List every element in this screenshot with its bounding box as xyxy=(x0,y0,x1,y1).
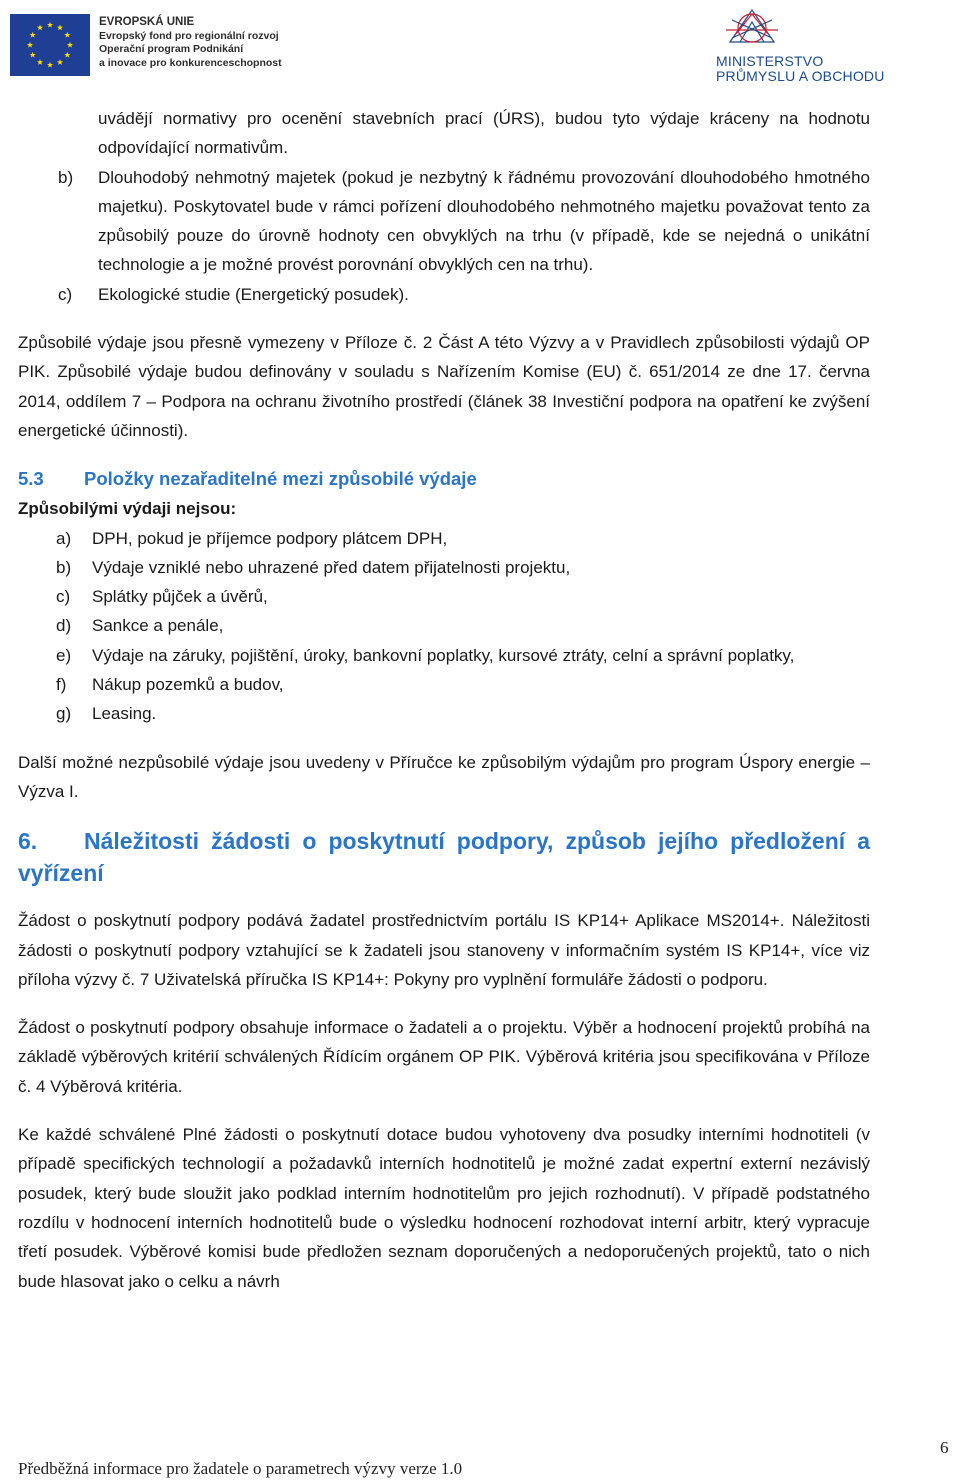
list-marker: b) xyxy=(56,557,72,577)
list-item-text: Sankce a penále, xyxy=(92,616,224,636)
ministry-line: PRŮMYSLU A OBCHODU xyxy=(716,68,885,84)
eu-line: Evropský fond pro regionální rozvoj xyxy=(99,29,279,42)
list-item xyxy=(18,699,870,728)
list-item xyxy=(18,641,870,670)
list-marker: g) xyxy=(56,704,72,724)
eu-line: EVROPSKÁ UNIE xyxy=(99,16,195,28)
section-heading xyxy=(18,825,870,889)
list-item xyxy=(18,670,870,699)
list-marker: c) xyxy=(56,587,71,607)
list-continuation: uvádějí normativy pro ocenění stavebních prací (ÚRS), budou tyto výdaje kráceny na hodnotu odpovídající normativům. xyxy=(98,109,870,158)
footer-text: Předběžná informace pro žadatele o parametrech výzvy verze 1.0 xyxy=(18,1459,463,1478)
list-item xyxy=(18,553,870,582)
ministry-name xyxy=(716,54,885,84)
paragraph: Způsobilé výdaje jsou přesně vymezeny v Příloze č. 2 Část A této Výzvy a v Pravidlech způsobilosti výdajů OP PIK. Způsobilé výdaje budou definovány v souladu s Nařízením Komise (EU) č. 651/2014 ze dne 17. června 2014, oddílem 7 – Podpora na ochranu životního prostředí (článek 38 Investiční podpora na opatření ke zvýšení energetické účinnosti). xyxy=(18,333,870,440)
eu-program-text xyxy=(99,16,282,70)
section-heading xyxy=(18,464,870,494)
list-item-text: Výdaje na záruky, pojištění, úroky, bankovní poplatky, kursové ztráty, celní a správní poplatky, xyxy=(92,645,795,665)
list-item-text: Splátky půjček a úvěrů, xyxy=(92,587,268,607)
section-number: 5.3 xyxy=(18,468,44,490)
list-item xyxy=(18,611,870,640)
list-item-text: Nákup pozemků a budov, xyxy=(92,675,284,695)
ministry-emblem-icon xyxy=(722,4,782,50)
page-header xyxy=(0,0,960,92)
page-number: 6 xyxy=(940,1438,949,1457)
list-item-text: Ekologické studie (Energetický posudek). xyxy=(98,284,409,304)
list-marker: d) xyxy=(56,616,72,636)
ministry-line: MINISTERSTVO xyxy=(716,53,824,69)
list-marker: c) xyxy=(58,284,73,304)
paragraph: Žádost o poskytnutí podpory podává žadatel prostřednictvím portálu IS KP14+ Aplikace MS2014+. Náležitosti žádosti o poskytnutí podpory vztahující se k žadateli jsou stanoveny v informačním systém IS KP14+, více viz příloha výzvy č. 7 Uživatelská příručka IS KP14+: Pokyny pro vyplnění formuláře žádosti o podporu. xyxy=(18,911,870,989)
list-marker: b) xyxy=(58,167,74,187)
ministry-logo xyxy=(702,4,885,86)
list-item xyxy=(18,582,870,611)
eu-flag-icon xyxy=(10,14,90,76)
document-body xyxy=(18,104,870,1296)
list-lead: Způsobilými výdaji nejsou: xyxy=(18,499,237,519)
eu-line: a inovace pro konkurenceschopnost xyxy=(99,56,282,69)
section-title: Náležitosti žádosti o poskytnutí podpory, způsob jejího předložení a vyřízení xyxy=(18,828,870,887)
list-item-text: Výdaje vzniklé nebo uhrazené před datem přijatelnosti projektu, xyxy=(92,557,571,577)
list-item-text: Leasing. xyxy=(92,704,157,724)
list-item xyxy=(18,280,870,309)
paragraph: Žádost o poskytnutí podpory obsahuje informace o žadateli a o projektu. Výběr a hodnocení projektů probíhá na základě výběrových kritérií schválených Řídícím orgánem OP PIK. Výběrová kritéria jsou specifikována v Příloze č. 4 Výběrová kritéria. xyxy=(18,1018,870,1096)
paragraph: Další možné nezpůsobilé výdaje jsou uvedeny v Příručce ke způsobilým výdajům pro program Úspory energie – Výzva I. xyxy=(18,752,870,801)
list-item xyxy=(18,524,870,553)
list-item-text: Dlouhodobý nehmotný majetek (pokud je nezbytný k řádnému provozování dlouhodobého hmotného majetku). Poskytovatel bude v rámci pořízení dlouhodobého nehmotného majetku považovat tento za způsobilý pouze do úrovně hodnoty cen obvyklých na trhu (v případě, kde se nejedná o unikátní technologie a je možné provést porovnání obvyklých cen na trhu). xyxy=(98,167,870,275)
ineligible-list xyxy=(18,524,870,729)
list-marker: e) xyxy=(56,645,72,665)
list-item-text: DPH, pokud je příjemce podpory plátcem DPH, xyxy=(92,528,448,548)
section-title: Položky nezařaditelné mezi způsobilé výdaje xyxy=(84,468,477,490)
list-item xyxy=(18,163,870,280)
paragraph: Ke každé schválené Plné žádosti o poskytnutí dotace budou vyhotoveny dva posudky interními hodnotiteli (v případě specifických technologií a požadavků interních hodnotitelů je možné zadat expertní externí nezávislý posudek, který bude sloužit jako podklad interním hodnotitelům pro jejich rozhodnutí). V případě podstatného rozdílu v hodnocení interních hodnotitelů bude o výsledku hodnocení rozhodovat interní arbitr, který vypracuje třetí posudek. Výběrové komisi bude předložen seznam doporučených a nedoporučených projektů, tato o nich bude hlasovat jako o celku a návrh xyxy=(18,1125,870,1291)
section-number: 6. xyxy=(18,828,38,855)
list-marker: f) xyxy=(56,675,67,695)
eu-line: Operační program Podnikání xyxy=(99,43,244,55)
list-marker: a) xyxy=(56,528,72,548)
